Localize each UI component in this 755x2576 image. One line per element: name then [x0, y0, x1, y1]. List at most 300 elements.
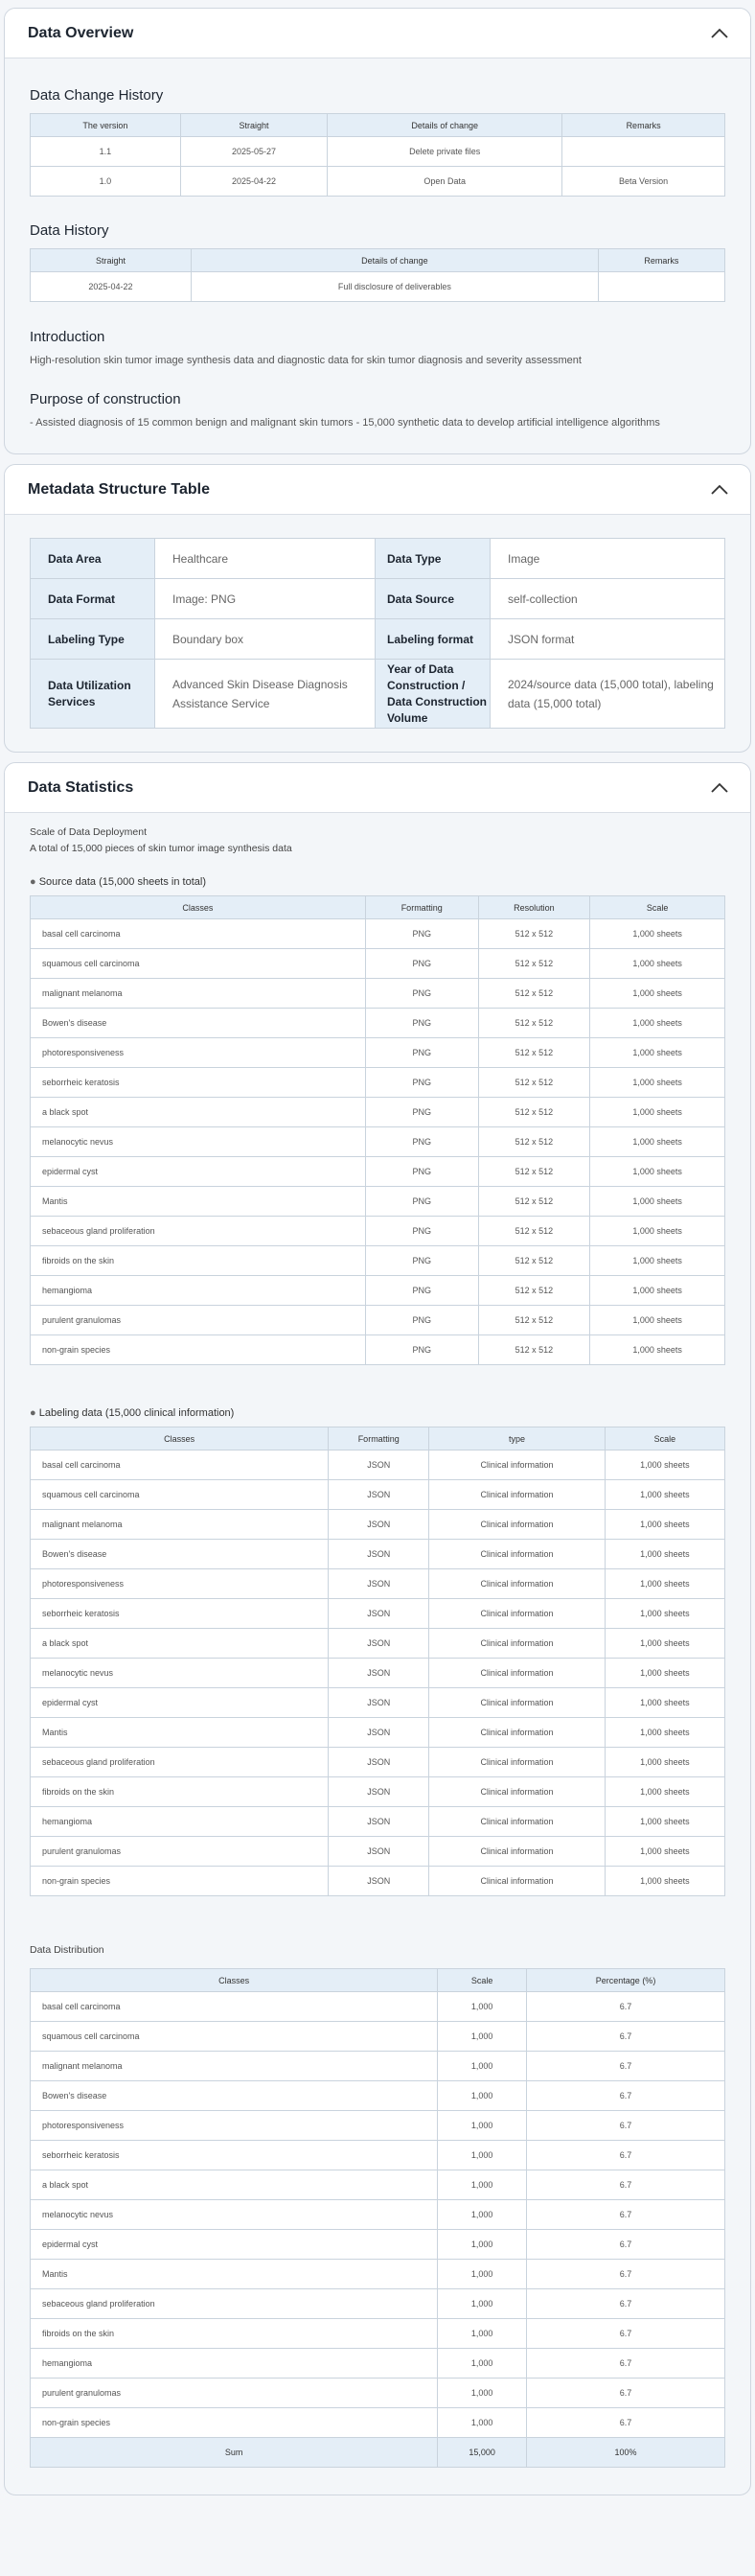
table-cell: 1,000 — [438, 2052, 527, 2081]
table-cell: 1,000 sheets — [590, 1246, 725, 1276]
metadata-value: Image — [491, 539, 725, 579]
table-cell: 1,000 sheets — [590, 1335, 725, 1365]
table-row — [31, 1599, 725, 1629]
table-row — [31, 1306, 725, 1335]
metadata-key: Data Source — [376, 579, 491, 619]
table-cell: Bowen's disease — [31, 1009, 366, 1038]
table-cell: non-grain species — [31, 1335, 366, 1365]
table-cell: fibroids on the skin — [31, 1246, 366, 1276]
table-cell: 6.7 — [527, 2141, 725, 2170]
table-cell: Clinical information — [429, 1718, 606, 1748]
table-cell: 6.7 — [527, 2289, 725, 2319]
table-cell: seborrheic keratosis — [31, 2141, 438, 2170]
table-row — [31, 1688, 725, 1718]
table-cell: non-grain species — [31, 1867, 329, 1896]
metadata-value: Advanced Skin Disease Diagnosis Assistance Service — [155, 660, 376, 729]
table-cell: photoresponsiveness — [31, 1038, 366, 1068]
table-cell: squamous cell carcinoma — [31, 2022, 438, 2052]
chevron-up-icon[interactable] — [710, 28, 729, 39]
table-row — [31, 1777, 725, 1807]
table-cell: hemangioma — [31, 1276, 366, 1306]
source-data-title: Source data (15,000 sheets in total) — [38, 876, 206, 888]
table-row — [31, 2170, 725, 2200]
table-cell: 6.7 — [527, 2260, 725, 2289]
panel-title: Metadata Structure Table — [28, 480, 210, 498]
table-cell: 1,000 sheets — [605, 1510, 724, 1540]
table-cell: Clinical information — [429, 1807, 606, 1837]
table-row — [31, 1157, 725, 1187]
table-row — [31, 2379, 725, 2408]
table-cell: 1,000 sheets — [605, 1807, 724, 1837]
table-cell: epidermal cyst — [31, 2230, 438, 2260]
table-cell: 1,000 sheets — [605, 1748, 724, 1777]
table-cell: 1,000 sheets — [590, 949, 725, 979]
table-cell: Bowen's disease — [31, 1540, 329, 1569]
table-cell: 512 x 512 — [478, 1217, 590, 1246]
table-row — [31, 1569, 725, 1599]
table-cell: JSON — [329, 1450, 429, 1480]
table-cell: 6.7 — [527, 2081, 725, 2111]
table-cell: PNG — [365, 1276, 478, 1306]
table-row — [31, 1217, 725, 1246]
table-row — [31, 2081, 725, 2111]
bullet-icon: ● — [30, 876, 36, 888]
table-cell: 2025-05-27 — [180, 137, 328, 167]
table-cell: malignant melanoma — [31, 979, 366, 1009]
table-cell: basal cell carcinoma — [31, 919, 366, 949]
table-cell: purulent granulomas — [31, 1837, 329, 1867]
table-cell: Clinical information — [429, 1569, 606, 1599]
table-cell: epidermal cyst — [31, 1688, 329, 1718]
table-cell: 1,000 sheets — [605, 1659, 724, 1688]
table-cell: PNG — [365, 1127, 478, 1157]
table-cell: 6.7 — [527, 2111, 725, 2141]
table-cell: Mantis — [31, 2260, 438, 2289]
table-cell: sebaceous gland proliferation — [31, 1748, 329, 1777]
table-header-row — [31, 1427, 725, 1450]
table-cell: PNG — [365, 1335, 478, 1365]
table-cell: 1,000 sheets — [590, 1187, 725, 1217]
table-cell: 1,000 — [438, 2141, 527, 2170]
table-cell: Full disclosure of deliverables — [191, 272, 598, 302]
table-cell: Clinical information — [429, 1688, 606, 1718]
scale-text: A total of 15,000 pieces of skin tumor image synthesis data — [30, 843, 292, 854]
table-row — [31, 949, 725, 979]
labeling-data-label — [30, 1407, 725, 1419]
table-cell: 1,000 sheets — [605, 1629, 724, 1659]
table-cell: 1,000 sheets — [605, 1450, 724, 1480]
table-cell: 512 x 512 — [478, 1098, 590, 1127]
table-cell: 1,000 — [438, 2081, 527, 2111]
table-row — [31, 1187, 725, 1217]
table-cell: 1,000 sheets — [590, 1306, 725, 1335]
table-cell: Mantis — [31, 1187, 366, 1217]
metadata-key: Year of Data Construction / Data Construction Volume — [376, 660, 491, 729]
column-header: The version — [31, 114, 181, 137]
table-cell: 6.7 — [527, 2022, 725, 2052]
table-cell: non-grain species — [31, 2408, 438, 2438]
column-header: Resolution — [478, 896, 590, 919]
metadata-key: Data Format — [31, 579, 155, 619]
table-row — [31, 2319, 725, 2349]
table-cell: sebaceous gland proliferation — [31, 2289, 438, 2319]
table-cell: PNG — [365, 1157, 478, 1187]
table-cell: 512 x 512 — [478, 1157, 590, 1187]
table-cell: 1,000 sheets — [590, 1068, 725, 1098]
sum-cell: 100% — [527, 2438, 725, 2468]
table-cell: Beta Version — [562, 167, 725, 197]
table-header-row — [31, 249, 725, 272]
data-history-table — [30, 248, 725, 302]
table-cell: 1,000 — [438, 2289, 527, 2319]
table-cell: seborrheic keratosis — [31, 1599, 329, 1629]
column-header: Details of change — [191, 249, 598, 272]
table-cell: Delete private files — [328, 137, 562, 167]
column-header: Remarks — [562, 114, 725, 137]
data-statistics-panel — [4, 762, 751, 2495]
table-row — [31, 2200, 725, 2230]
metadata-key: Data Type — [376, 539, 491, 579]
table-cell: PNG — [365, 919, 478, 949]
table-cell: 1,000 sheets — [590, 1038, 725, 1068]
metadata-value: Image: PNG — [155, 579, 376, 619]
metadata-row — [31, 579, 725, 619]
section-title: Introduction — [30, 329, 105, 345]
table-cell: Clinical information — [429, 1450, 606, 1480]
table-cell: Open Data — [328, 167, 562, 197]
chevron-up-icon[interactable] — [710, 782, 729, 794]
metadata-table — [30, 538, 725, 729]
table-cell: PNG — [365, 1098, 478, 1127]
table-row — [31, 2408, 725, 2438]
table-cell: JSON — [329, 1748, 429, 1777]
table-row — [31, 1867, 725, 1896]
table-row — [31, 1098, 725, 1127]
table-cell: 512 x 512 — [478, 1306, 590, 1335]
table-row — [31, 1480, 725, 1510]
labeling-data-title: Labeling data (15,000 clinical information) — [38, 1407, 235, 1419]
data-statistics-header[interactable] — [5, 763, 750, 813]
table-cell: Clinical information — [429, 1629, 606, 1659]
table-row — [31, 272, 725, 302]
table-cell: PNG — [365, 1068, 478, 1098]
table-cell: 512 x 512 — [478, 949, 590, 979]
table-cell: PNG — [365, 1217, 478, 1246]
table-cell: 1,000 sheets — [605, 1837, 724, 1867]
table-row — [31, 1510, 725, 1540]
table-cell: a black spot — [31, 1629, 329, 1659]
table-cell: JSON — [329, 1867, 429, 1896]
table-cell: 512 x 512 — [478, 919, 590, 949]
sum-cell: 15,000 — [438, 2438, 527, 2468]
table-cell: 1,000 — [438, 2170, 527, 2200]
table-header-row — [31, 896, 725, 919]
metadata-value: Boundary box — [155, 619, 376, 660]
table-row — [31, 1038, 725, 1068]
metadata-key: Data Utilization Services — [31, 660, 155, 729]
table-cell — [598, 272, 724, 302]
table-row — [31, 1992, 725, 2022]
bullet-icon: ● — [30, 1407, 36, 1419]
table-cell: 1.1 — [31, 137, 181, 167]
column-header: type — [429, 1427, 606, 1450]
table-cell: 512 x 512 — [478, 1038, 590, 1068]
table-cell: Clinical information — [429, 1480, 606, 1510]
table-cell: squamous cell carcinoma — [31, 949, 366, 979]
table-cell: JSON — [329, 1807, 429, 1837]
table-cell: 1,000 sheets — [605, 1569, 724, 1599]
table-cell: photoresponsiveness — [31, 1569, 329, 1599]
metadata-row — [31, 619, 725, 660]
table-cell: 1,000 — [438, 2319, 527, 2349]
data-overview-panel — [4, 8, 751, 454]
metadata-header[interactable] — [5, 465, 750, 515]
chevron-up-icon[interactable] — [710, 484, 729, 496]
table-cell: Clinical information — [429, 1510, 606, 1540]
table-cell: 6.7 — [527, 2230, 725, 2260]
introduction-text: High-resolution skin tumor image synthesis data and diagnostic data for skin tumor diagnosis and severity assessment — [30, 355, 582, 366]
table-row — [31, 1718, 725, 1748]
table-row — [31, 137, 725, 167]
table-cell: 1,000 sheets — [605, 1599, 724, 1629]
table-row — [31, 2052, 725, 2081]
table-row — [31, 2289, 725, 2319]
change-history-table — [30, 113, 725, 197]
table-cell: 6.7 — [527, 2319, 725, 2349]
table-cell: 1,000 sheets — [590, 919, 725, 949]
table-cell: 6.7 — [527, 2052, 725, 2081]
table-cell: Clinical information — [429, 1748, 606, 1777]
column-header: Formatting — [329, 1427, 429, 1450]
table-cell: 1,000 sheets — [605, 1540, 724, 1569]
table-row — [31, 1127, 725, 1157]
table-row — [31, 979, 725, 1009]
table-cell — [562, 137, 725, 167]
table-cell: JSON — [329, 1540, 429, 1569]
table-cell: 1,000 sheets — [605, 1867, 724, 1896]
metadata-row — [31, 660, 725, 729]
table-cell: malignant melanoma — [31, 1510, 329, 1540]
table-header-row — [31, 1969, 725, 1992]
table-cell: PNG — [365, 1187, 478, 1217]
table-cell: Clinical information — [429, 1867, 606, 1896]
table-row — [31, 1540, 725, 1569]
table-cell: Clinical information — [429, 1777, 606, 1807]
distribution-table — [30, 1968, 725, 2468]
table-cell: JSON — [329, 1837, 429, 1867]
sum-row — [31, 2438, 725, 2468]
column-header: Straight — [31, 249, 192, 272]
table-cell: JSON — [329, 1688, 429, 1718]
table-cell: 1,000 sheets — [590, 1217, 725, 1246]
table-cell: melanocytic nevus — [31, 1127, 366, 1157]
column-header: Scale — [438, 1969, 527, 1992]
scale-label: Scale of Data Deployment — [30, 826, 147, 838]
labeling-data-table — [30, 1427, 725, 1896]
table-cell: 1,000 sheets — [605, 1480, 724, 1510]
table-cell: basal cell carcinoma — [31, 1450, 329, 1480]
table-row — [31, 1068, 725, 1098]
metadata-key: Labeling Type — [31, 619, 155, 660]
table-cell: 2025-04-22 — [31, 272, 192, 302]
metadata-value: Healthcare — [155, 539, 376, 579]
table-cell: 1,000 sheets — [590, 1098, 725, 1127]
metadata-row — [31, 539, 725, 579]
table-cell: 1,000 sheets — [605, 1718, 724, 1748]
table-cell: fibroids on the skin — [31, 2319, 438, 2349]
table-row — [31, 1629, 725, 1659]
table-cell: 1,000 — [438, 2408, 527, 2438]
table-cell: malignant melanoma — [31, 2052, 438, 2081]
table-cell: PNG — [365, 979, 478, 1009]
table-cell: JSON — [329, 1718, 429, 1748]
table-cell: 1,000 — [438, 2022, 527, 2052]
table-cell: 1,000 — [438, 2111, 527, 2141]
table-cell: squamous cell carcinoma — [31, 1480, 329, 1510]
table-cell: 512 x 512 — [478, 1246, 590, 1276]
table-cell: JSON — [329, 1480, 429, 1510]
table-row — [31, 1009, 725, 1038]
metadata-key: Labeling format — [376, 619, 491, 660]
table-cell: 1.0 — [31, 167, 181, 197]
table-cell: fibroids on the skin — [31, 1777, 329, 1807]
table-cell: purulent granulomas — [31, 1306, 366, 1335]
table-cell: PNG — [365, 1009, 478, 1038]
table-row — [31, 2349, 725, 2379]
table-cell: Clinical information — [429, 1540, 606, 1569]
table-row — [31, 1276, 725, 1306]
table-cell: JSON — [329, 1777, 429, 1807]
metadata-panel — [4, 464, 751, 753]
table-row — [31, 2111, 725, 2141]
table-cell: 1,000 sheets — [605, 1688, 724, 1718]
table-cell: JSON — [329, 1599, 429, 1629]
table-row — [31, 1807, 725, 1837]
table-cell: hemangioma — [31, 2349, 438, 2379]
table-cell: 1,000 — [438, 2379, 527, 2408]
table-cell: 6.7 — [527, 2170, 725, 2200]
section-title: Purpose of construction — [30, 391, 181, 407]
table-cell: a black spot — [31, 1098, 366, 1127]
table-cell: 512 x 512 — [478, 1187, 590, 1217]
table-cell: epidermal cyst — [31, 1157, 366, 1187]
table-cell: Clinical information — [429, 1659, 606, 1688]
table-row — [31, 1748, 725, 1777]
table-cell: hemangioma — [31, 1807, 329, 1837]
table-cell: JSON — [329, 1629, 429, 1659]
table-row — [31, 1837, 725, 1867]
table-cell: purulent granulomas — [31, 2379, 438, 2408]
table-row — [31, 1659, 725, 1688]
table-cell: PNG — [365, 1306, 478, 1335]
table-cell: Clinical information — [429, 1599, 606, 1629]
table-cell: PNG — [365, 949, 478, 979]
table-cell: 6.7 — [527, 2349, 725, 2379]
table-cell: 1,000 sheets — [605, 1777, 724, 1807]
table-row — [31, 2260, 725, 2289]
table-cell: a black spot — [31, 2170, 438, 2200]
table-cell: JSON — [329, 1659, 429, 1688]
table-cell: 512 x 512 — [478, 1009, 590, 1038]
purpose-text: - Assisted diagnosis of 15 common benign and malignant skin tumors - 15,000 synthetic data to develop artificial intelligence algorithms — [30, 417, 660, 429]
table-cell: 512 x 512 — [478, 979, 590, 1009]
column-header: Formatting — [365, 896, 478, 919]
panel-title: Data Statistics — [28, 778, 134, 796]
column-header: Percentage (%) — [527, 1969, 725, 1992]
table-cell: 6.7 — [527, 2408, 725, 2438]
table-row — [31, 2022, 725, 2052]
table-cell: 1,000 sheets — [590, 1009, 725, 1038]
table-row — [31, 167, 725, 197]
table-cell: 1,000 — [438, 2349, 527, 2379]
panel-title: Data Overview — [28, 24, 134, 41]
table-cell: 6.7 — [527, 2379, 725, 2408]
table-cell: JSON — [329, 1569, 429, 1599]
table-cell: 1,000 sheets — [590, 979, 725, 1009]
metadata-value: JSON format — [491, 619, 725, 660]
column-header: Straight — [180, 114, 328, 137]
table-cell: 1,000 sheets — [590, 1276, 725, 1306]
table-cell: 1,000 sheets — [590, 1157, 725, 1187]
table-cell: photoresponsiveness — [31, 2111, 438, 2141]
sum-cell: Sum — [31, 2438, 438, 2468]
metadata-value: 2024/source data (15,000 total), labeling data (15,000 total) — [491, 660, 725, 729]
table-cell: Bowen's disease — [31, 2081, 438, 2111]
column-header: Classes — [31, 1969, 438, 1992]
source-data-label — [30, 876, 725, 888]
source-data-table — [30, 895, 725, 1365]
column-header: Scale — [590, 896, 725, 919]
table-row — [31, 1335, 725, 1365]
metadata-key: Data Area — [31, 539, 155, 579]
table-cell: 1,000 sheets — [590, 1127, 725, 1157]
table-cell: 6.7 — [527, 1992, 725, 2022]
table-cell: PNG — [365, 1038, 478, 1068]
table-cell: sebaceous gland proliferation — [31, 1217, 366, 1246]
table-row — [31, 1450, 725, 1480]
table-cell: JSON — [329, 1510, 429, 1540]
table-cell: Clinical information — [429, 1837, 606, 1867]
table-cell: melanocytic nevus — [31, 1659, 329, 1688]
data-overview-header[interactable] — [5, 9, 750, 58]
distribution-title: Data Distribution — [30, 1944, 104, 1956]
table-cell: 1,000 — [438, 2230, 527, 2260]
table-header-row — [31, 114, 725, 137]
table-cell: 6.7 — [527, 2200, 725, 2230]
table-cell: 1,000 — [438, 1992, 527, 2022]
metadata-value: self-collection — [491, 579, 725, 619]
column-header: Classes — [31, 1427, 329, 1450]
column-header: Details of change — [328, 114, 562, 137]
table-row — [31, 919, 725, 949]
table-cell: 512 x 512 — [478, 1335, 590, 1365]
table-cell: melanocytic nevus — [31, 2200, 438, 2230]
table-cell: 512 x 512 — [478, 1127, 590, 1157]
table-cell: 1,000 — [438, 2260, 527, 2289]
column-header: Classes — [31, 896, 366, 919]
section-title: Data Change History — [30, 87, 164, 104]
table-row — [31, 2141, 725, 2170]
table-cell: 512 x 512 — [478, 1276, 590, 1306]
column-header: Remarks — [598, 249, 724, 272]
table-cell: 1,000 — [438, 2200, 527, 2230]
table-cell: 512 x 512 — [478, 1068, 590, 1098]
column-header: Scale — [605, 1427, 724, 1450]
table-cell: 2025-04-22 — [180, 167, 328, 197]
table-cell: PNG — [365, 1246, 478, 1276]
table-cell: basal cell carcinoma — [31, 1992, 438, 2022]
table-cell: Mantis — [31, 1718, 329, 1748]
